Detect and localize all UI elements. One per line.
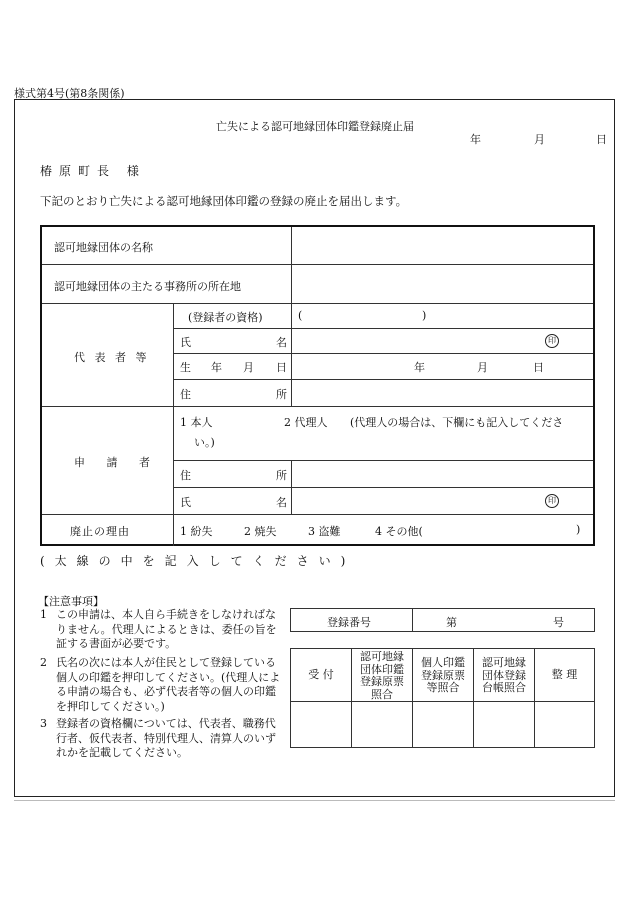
seal-mark-icon: 印: [545, 334, 559, 348]
applicant-address-field[interactable]: [292, 461, 593, 487]
row-divider: [42, 514, 593, 515]
office-header-processing: 整 理: [551, 668, 578, 681]
org-name-field[interactable]: [292, 227, 593, 264]
registration-number-box: [290, 608, 595, 632]
office-header-ledger-check: 認可地縁 団体登録 台帳照合: [482, 656, 526, 694]
office-header-reception: 受 付: [308, 668, 334, 681]
reason-option-theft[interactable]: 3 盗難: [308, 525, 341, 538]
qualification-close-paren: ): [422, 309, 427, 322]
birth-year-label: 年: [414, 361, 425, 374]
applicant-label: 申 請 者: [74, 456, 159, 469]
notes-heading: 【注意事項】: [38, 595, 104, 608]
applicant-address-label-2: 所: [276, 469, 287, 482]
rep-address-label-2: 所: [276, 388, 287, 401]
birth-label-1: 生: [180, 361, 191, 374]
rep-address-field[interactable]: [292, 380, 593, 406]
note-text: この申請は、本人自ら手続きをしなければなりません。代理人によるときは、委任の旨を証する書面が必要です。: [56, 608, 277, 650]
office-cell-processing[interactable]: [535, 702, 594, 747]
qualification-field[interactable]: [304, 304, 419, 328]
representative-label: 代 表 者 等: [74, 351, 150, 364]
addressee: 椿原町長 様: [40, 164, 146, 178]
birth-day-label: 日: [533, 361, 544, 374]
page-divider: [14, 800, 615, 801]
org-address-field[interactable]: [292, 265, 593, 303]
office-use-table: [290, 648, 595, 748]
note-number: 1: [40, 608, 47, 621]
note-number: 3: [40, 717, 47, 730]
birth-date-field[interactable]: [292, 354, 593, 379]
document-title: 亡失による認可地縁団体印鑑登録廃止届: [216, 120, 414, 133]
reason-option-fire[interactable]: 2 焼失: [244, 525, 277, 538]
qualification-open-paren: (: [298, 309, 303, 322]
birth-label-4: 日: [276, 361, 287, 374]
application-table: [40, 225, 595, 546]
office-cell-personal-seal-check[interactable]: [413, 702, 473, 747]
note-item: [40, 608, 282, 652]
rep-address-label-1: 住: [180, 388, 191, 401]
date-day-label: 日: [596, 133, 607, 146]
note-text: 氏名の次には本人が住民として登録している個人の印鑑を押印してください。(代理人による申請の場合も、必ず代表者等の個人の印鑑を押印してください。): [56, 656, 281, 713]
row-divider: [42, 406, 593, 407]
birth-label-3: 月: [243, 361, 254, 374]
office-cell-ledger-check[interactable]: [474, 702, 534, 747]
applicant-address-label-1: 住: [180, 469, 191, 482]
office-cell-reception[interactable]: [291, 702, 351, 747]
note-item: [40, 656, 282, 714]
note-item: [40, 717, 282, 761]
rep-name-field[interactable]: [292, 329, 542, 353]
fill-instruction: (太線の中を記入してください): [40, 554, 356, 568]
column-divider: [412, 609, 413, 631]
form-number-label: 様式第4号(第8条関係): [14, 87, 125, 100]
org-name-label: 認可地縁団体の名称: [54, 241, 153, 254]
reason-option-lost[interactable]: 1 紛失: [180, 525, 213, 538]
birth-label-2: 年: [211, 361, 222, 374]
reason-option-other[interactable]: 4 その他(: [375, 525, 423, 538]
org-address-label: 認可地縁団体の主たる事務所の所在地: [54, 280, 241, 293]
registration-number-field[interactable]: [461, 609, 549, 631]
agent-note-line-1: (代理人の場合は、下欄にも記入してくださ: [350, 416, 564, 429]
reason-label: 廃止の理由: [70, 525, 130, 538]
reason-other-field[interactable]: [444, 517, 572, 541]
registration-number-label: 登録番号: [327, 616, 371, 629]
applicant-option-agent[interactable]: 2 代理人: [284, 416, 328, 429]
birth-month-label: 月: [477, 361, 488, 374]
office-header-org-seal-check: 認可地縁 団体印鑑 登録原票 照合: [360, 650, 404, 701]
rep-name-label-2: 名: [276, 336, 287, 349]
rep-name-label-1: 氏: [180, 336, 191, 349]
applicant-option-self[interactable]: 1 本人: [180, 416, 213, 429]
note-number: 2: [40, 656, 47, 669]
agent-note-line-2: い。): [194, 436, 215, 449]
date-month-label: 月: [534, 133, 545, 146]
office-header-personal-seal-check: 個人印鑑 登録原票 等照合: [421, 656, 465, 694]
registration-suffix: 号: [553, 616, 564, 629]
applicant-name-label-2: 名: [276, 496, 287, 509]
column-divider: [173, 303, 174, 546]
registration-prefix: 第: [446, 616, 457, 629]
applicant-name-field[interactable]: [292, 488, 542, 514]
office-cell-org-seal-check[interactable]: [352, 702, 412, 747]
date-year-label: 年: [470, 133, 481, 146]
seal-mark-icon: 印: [545, 494, 559, 508]
note-text: 登録者の資格欄については、代表者、職務代行者、仮代表者、特別代理人、清算人のいずれかを記載してください。: [56, 717, 276, 759]
applicant-name-label-1: 氏: [180, 496, 191, 509]
qualification-label: (登録者の資格): [188, 311, 263, 324]
reason-close-paren: ): [576, 523, 581, 536]
intro-text: 下記のとおり亡失による認可地縁団体印鑑の登録の廃止を届出します。: [40, 194, 408, 208]
